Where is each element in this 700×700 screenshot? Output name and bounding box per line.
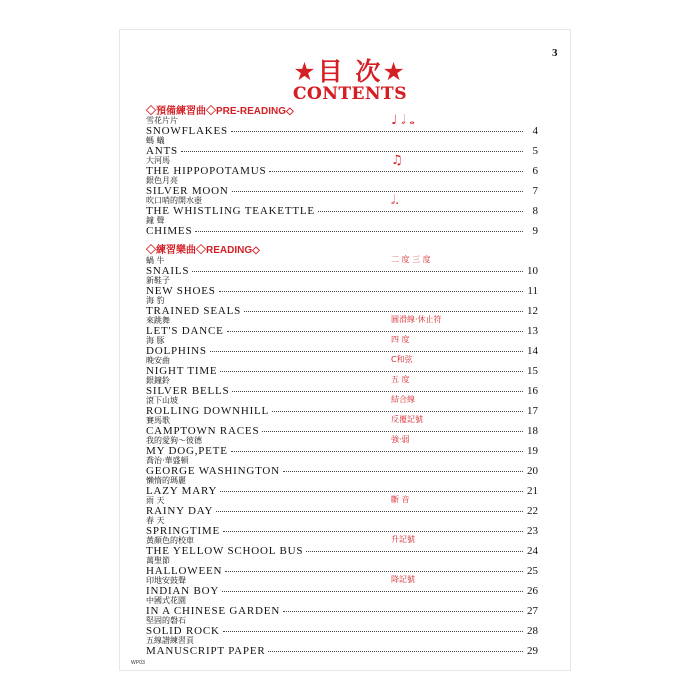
toc-leader-dots	[227, 330, 523, 332]
toc-english-title: ROLLING DOWNHILL	[146, 405, 270, 417]
toc-leader-dots	[318, 210, 523, 212]
toc-page-number: 9	[532, 225, 538, 237]
toc-entry-rolling-downhill[interactable]	[146, 396, 538, 417]
music-theory-note: 五 度	[391, 375, 410, 384]
toc-leader-dots	[222, 590, 523, 592]
toc-chinese-title: 蝸 牛	[146, 256, 165, 265]
music-theory-note: 降記號	[391, 575, 415, 584]
toc-page-number: 19	[527, 445, 538, 457]
toc-english-title: SNAILS	[146, 265, 190, 277]
toc-line	[146, 645, 538, 657]
toc-page-number: 12	[527, 305, 538, 317]
toc-page-number: 14	[527, 345, 538, 357]
toc-page-number: 15	[527, 365, 538, 377]
toc-chinese-title: 鐘 聲	[146, 216, 165, 225]
toc-chinese-title: 賽馬歌	[146, 416, 170, 425]
toc-chinese-title: 雨 天	[146, 496, 165, 505]
toc-chinese-title: 螞 蟻	[146, 136, 165, 145]
toc-english-title: LET'S DANCE	[146, 325, 224, 337]
toc-chinese-title: 喬治·華盛頓	[146, 456, 189, 465]
toc-chinese-title: 萬聖節	[146, 556, 170, 565]
toc-english-title: MY DOG,PETE	[146, 445, 228, 457]
toc-entry-whistling-teakettle[interactable]	[146, 193, 538, 217]
toc-leader-dots	[268, 650, 523, 652]
music-theory-note: C和弦	[391, 355, 413, 364]
toc-entry-lets-dance[interactable]	[146, 316, 538, 337]
toc-english-title: THE HIPPOPOTAMUS	[146, 165, 267, 177]
music-theory-note: 斷 音	[391, 495, 410, 504]
toc-entry-new-shoes[interactable]	[146, 276, 538, 297]
toc-leader-dots	[181, 150, 523, 152]
chinese-contents-title: ★目 次★	[293, 57, 407, 86]
toc-leader-dots	[231, 130, 523, 132]
toc-entry-rainy-day[interactable]	[146, 496, 538, 517]
toc-english-title: SNOWFLAKES	[146, 125, 228, 137]
contents-title-block	[0, 58, 700, 103]
music-theory-note: 反覆記號	[391, 415, 423, 424]
toc-english-title: THE WHISTLING TEAKETTLE	[146, 205, 315, 217]
toc-english-title: NEW SHOES	[146, 285, 216, 297]
toc-english-title: THE YELLOW SCHOOL BUS	[146, 545, 304, 557]
toc-english-title: LAZY MARY	[146, 485, 218, 497]
music-note-symbols: ♫	[391, 153, 403, 168]
toc-leader-dots	[192, 270, 523, 272]
toc-chinese-title: 銀色月亮	[146, 176, 178, 185]
toc-page-number: 27	[527, 605, 538, 617]
music-theory-note: 二 度 三 度	[391, 255, 431, 264]
toc-entry-solid-rock[interactable]	[146, 616, 538, 637]
toc-leader-dots	[225, 570, 523, 572]
toc-english-title: INDIAN BOY	[146, 585, 220, 597]
toc-entry-hippopotamus[interactable]	[146, 153, 538, 177]
toc-leader-dots	[220, 490, 523, 492]
toc-leader-dots	[244, 310, 523, 312]
toc-page-number: 23	[527, 525, 538, 537]
toc-page-number: 18	[527, 425, 538, 437]
toc-english-title: TRAINED SEALS	[146, 305, 242, 317]
toc-page-number: 7	[532, 185, 538, 197]
music-note-symbols: 𝅗𝅥.	[391, 193, 400, 208]
music-note-symbols: ♩ 𝅗𝅥 𝅝	[391, 113, 415, 128]
toc-entry-dolphins[interactable]	[146, 336, 538, 357]
toc-chinese-title: 堅固的磐石	[146, 616, 186, 625]
toc-english-title: SILVER MOON	[146, 185, 229, 197]
toc-leader-dots	[262, 430, 523, 432]
toc-leader-dots	[231, 450, 523, 452]
reading-heading: ◇練習樂曲◇READING◇	[146, 245, 260, 256]
toc-entry-lazy-mary[interactable]	[146, 476, 538, 497]
toc-leader-dots	[223, 530, 523, 532]
toc-entry-indian-boy[interactable]	[146, 576, 538, 597]
toc-page-number: 25	[527, 565, 538, 577]
toc-chinese-title: 海 豚	[146, 336, 165, 345]
toc-chinese-title: 滾下山坡	[146, 396, 178, 405]
toc-chinese-title: 春 天	[146, 516, 165, 525]
toc-leader-dots	[232, 190, 523, 192]
toc-leader-dots	[195, 230, 523, 232]
toc-entry-ants[interactable]	[146, 136, 538, 157]
toc-page-number: 20	[527, 465, 538, 477]
toc-page-number: 17	[527, 405, 538, 417]
pre-reading-heading: ◇預備練習曲◇PRE-READING◇	[146, 106, 294, 117]
toc-entry-camptown-races[interactable]	[146, 416, 538, 437]
toc-entry-springtime[interactable]	[146, 516, 538, 537]
toc-english-title: CHIMES	[146, 225, 193, 237]
toc-page-number: 5	[532, 145, 538, 157]
music-theory-note: 結合線	[391, 395, 415, 404]
toc-leader-dots	[272, 410, 523, 412]
toc-entry-chimes[interactable]	[146, 216, 538, 237]
toc-page-number: 10	[527, 265, 538, 277]
toc-entry-george-washington[interactable]	[146, 456, 538, 477]
toc-chinese-title: 印地安鼓聲	[146, 576, 186, 585]
toc-english-title: MANUSCRIPT PAPER	[146, 645, 266, 657]
toc-chinese-title: 五線譜練習頁	[146, 636, 194, 645]
toc-english-title: SPRINGTIME	[146, 525, 221, 537]
toc-page-number: 26	[527, 585, 538, 597]
toc-english-title: DOLPHINS	[146, 345, 207, 357]
toc-english-title: CAMPTOWN RACES	[146, 425, 260, 437]
toc-page-number: 28	[527, 625, 538, 637]
toc-chinese-title: 懶惰的瑪麗	[146, 476, 186, 485]
toc-page-number: 11	[527, 285, 538, 297]
toc-chinese-title: 銀鐘鈴	[146, 376, 170, 385]
toc-leader-dots	[269, 170, 523, 172]
toc-page-number: 13	[527, 325, 538, 337]
toc-leader-dots	[216, 510, 523, 512]
music-theory-note: 圓滑線·休止符	[391, 315, 442, 324]
toc-leader-dots	[306, 550, 523, 552]
toc-entry-night-time[interactable]	[146, 356, 538, 377]
toc-line	[146, 225, 538, 237]
toc-chinese-title: 大河馬	[146, 156, 170, 165]
toc-chinese-title: 黃顏色的校車	[146, 536, 194, 545]
toc-english-title: GEORGE WASHINGTON	[146, 465, 280, 477]
music-theory-note: 強·弱	[391, 435, 410, 444]
toc-entry-halloween[interactable]	[146, 556, 538, 577]
toc-english-title: IN A CHINESE GARDEN	[146, 605, 281, 617]
toc-page-number: 29	[527, 645, 538, 657]
toc-page-number: 6	[532, 165, 538, 177]
toc-leader-dots	[210, 350, 523, 352]
toc-chinese-title: 新鞋子	[146, 276, 170, 285]
toc-page-number: 22	[527, 505, 538, 517]
toc-chinese-title: 吹口哨的開水壺	[146, 196, 202, 205]
toc-chinese-title: 我的愛狗～彼德	[146, 436, 202, 445]
toc-entry-silver-moon[interactable]	[146, 176, 538, 197]
toc-entry-snowflakes[interactable]	[146, 113, 538, 137]
music-theory-note: 升記號	[391, 535, 415, 544]
toc-english-title: SILVER BELLS	[146, 385, 230, 397]
toc-leader-dots	[232, 390, 523, 392]
toc-leader-dots	[283, 470, 523, 472]
toc-page-number: 8	[532, 205, 538, 217]
toc-leader-dots	[223, 630, 523, 632]
toc-chinese-title: 中國式花園	[146, 596, 186, 605]
toc-page-number: 4	[532, 125, 538, 137]
toc-english-title: HALLOWEEN	[146, 565, 223, 577]
toc-chinese-title: 晚安曲	[146, 356, 170, 365]
toc-english-title: SOLID ROCK	[146, 625, 220, 637]
toc-entry-yellow-school-bus[interactable]	[146, 536, 538, 557]
english-contents-title: CONTENTS	[293, 84, 407, 104]
toc-entry-silver-bells[interactable]	[146, 376, 538, 397]
toc-entry-my-dog-pete[interactable]	[146, 436, 538, 457]
toc-entry-snails[interactable]	[146, 256, 538, 277]
page-number: 3	[552, 47, 558, 59]
toc-entry-trained-seals[interactable]	[146, 296, 538, 317]
toc-english-title: ANTS	[146, 145, 178, 157]
music-theory-note: 四 度	[391, 335, 410, 344]
toc-english-title: RAINY DAY	[146, 505, 214, 517]
toc-page-number: 24	[527, 545, 538, 557]
toc-leader-dots	[283, 610, 523, 612]
toc-entry-manuscript-paper[interactable]	[146, 636, 538, 657]
catalog-code: WP03	[131, 660, 146, 666]
toc-chinese-title: 來跳舞	[146, 316, 170, 325]
toc-leader-dots	[219, 290, 523, 292]
toc-page-number: 16	[527, 385, 538, 397]
toc-english-title: NIGHT TIME	[146, 365, 218, 377]
toc-chinese-title: 海 豹	[146, 296, 165, 305]
toc-chinese-title: 雪花片片	[146, 116, 178, 125]
toc-page-number: 21	[527, 485, 538, 497]
toc-leader-dots	[220, 370, 523, 372]
toc-entry-chinese-garden[interactable]	[146, 596, 538, 617]
